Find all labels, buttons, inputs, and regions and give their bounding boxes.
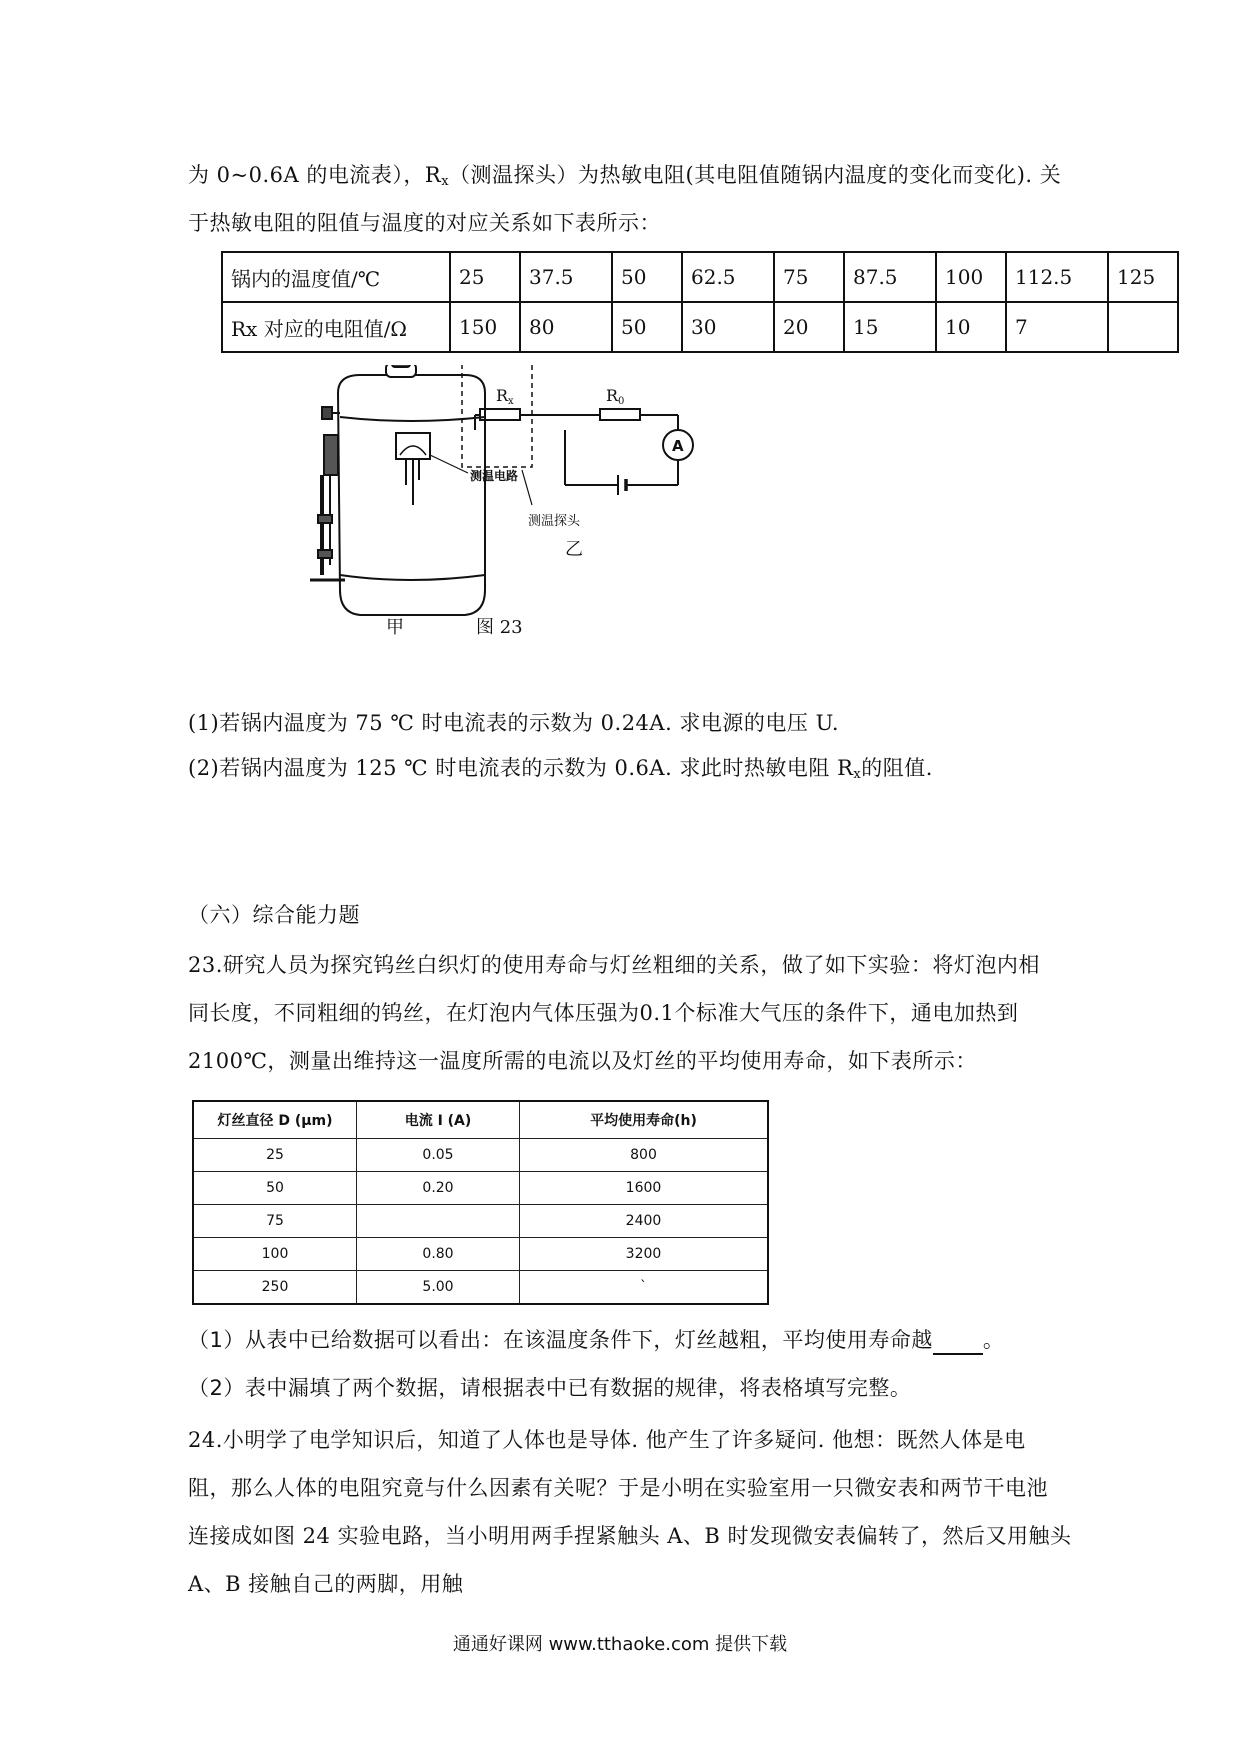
table-cell: 100 bbox=[193, 1238, 357, 1271]
table-cell: 0.80 bbox=[357, 1238, 520, 1271]
table-cell: 125 bbox=[1108, 252, 1178, 302]
table-cell: 75 bbox=[774, 252, 844, 302]
table-header-cell: 灯丝直径 D (μm) bbox=[193, 1101, 357, 1139]
table-header-row bbox=[193, 1101, 768, 1139]
filament-table bbox=[192, 1100, 769, 1305]
question-23-2: （2）表中漏填了两个数据，请根据表中已有数据的规律，将表格填写完整。 bbox=[188, 1376, 912, 1400]
intro-text-b: （测温探头）为热敏电阻(其电阻值随锅内温度的变化而变化). 关 bbox=[449, 163, 1062, 187]
label-jia: 甲 bbox=[386, 617, 404, 638]
label-probe: 测温探头 bbox=[528, 514, 581, 529]
table-cell bbox=[1108, 302, 1178, 352]
table-cell: 5.00 bbox=[357, 1271, 520, 1305]
q22-2-subscript: x bbox=[853, 767, 862, 782]
table-cell: 150 bbox=[450, 302, 520, 352]
label-measuring-circuit: 测温电路 bbox=[470, 469, 519, 483]
table-row bbox=[222, 302, 1178, 352]
table-cell: 37.5 bbox=[520, 252, 612, 302]
intro-subscript: x bbox=[441, 174, 450, 189]
question-23-1 bbox=[188, 1325, 1004, 1355]
question-23-line-1: 23.研究人员为探究钨丝白织灯的使用寿命与灯丝粗细的关系，做了如下实验：将灯泡内相 bbox=[188, 953, 1040, 977]
intro-line-2: 于热敏电阻的阻值与温度的对应关系如下表所示： bbox=[188, 211, 661, 235]
table-row bbox=[193, 1172, 768, 1205]
table-cell: 50 bbox=[612, 252, 682, 302]
table-cell: 25 bbox=[193, 1139, 357, 1172]
table-row bbox=[193, 1238, 768, 1271]
question-24-line-4: A、B 接触自己的两脚，用触 bbox=[188, 1572, 464, 1596]
label-yi: 乙 bbox=[565, 539, 583, 560]
table-cell bbox=[357, 1205, 520, 1238]
table-row bbox=[222, 252, 1178, 302]
table-cell: 3200 bbox=[520, 1238, 769, 1271]
table-cell: 800 bbox=[520, 1139, 769, 1172]
table-header-cell: 平均使用寿命(h) bbox=[520, 1101, 769, 1139]
table-cell: 62.5 bbox=[682, 252, 774, 302]
table-cell: 2400 bbox=[520, 1205, 769, 1238]
table-cell: 0.20 bbox=[357, 1172, 520, 1205]
table-header-cell: 电流 I (A) bbox=[357, 1101, 520, 1139]
question-22-1: (1)若锅内温度为 75 ℃ 时电流表的示数为 0.24A. 求电源的电压 U. bbox=[188, 711, 840, 735]
table-cell: 30 bbox=[682, 302, 774, 352]
page-footer: 通通好课网 www.tthaoke.com 提供下载 bbox=[452, 1634, 788, 1655]
table-cell: 87.5 bbox=[844, 252, 936, 302]
table-cell: 0.05 bbox=[357, 1139, 520, 1172]
label-r0: R0 bbox=[606, 386, 625, 407]
question-24-line-2: 阻，那么人体的电阻究竟与什么因素有关呢？于是小明在实验室用一只微安表和两节干电池 bbox=[188, 1476, 1048, 1500]
table-header-cell: Rx 对应的电阻值/Ω bbox=[222, 302, 450, 352]
answer-blank[interactable] bbox=[933, 1331, 983, 1355]
table-cell: 7 bbox=[1006, 302, 1108, 352]
question-22-2 bbox=[188, 753, 933, 790]
intro-line-1 bbox=[188, 160, 1061, 197]
table-cell: 1600 bbox=[520, 1172, 769, 1205]
table-cell: 250 bbox=[193, 1271, 357, 1305]
q23-1-text: （1）从表中已给数据可以看出：在该温度条件下，灯丝越粗，平均使用寿命越 bbox=[188, 1328, 933, 1352]
q22-2-text-a: (2)若锅内温度为 125 ℃ 时电流表的示数为 0.6A. 求此时热敏电阻 R bbox=[188, 756, 854, 780]
question-24-line-3: 连接成如图 24 实验电路，当小明用两手捏紧触头 A、B 时发现微安表偏转了，然后又用触头 bbox=[188, 1524, 1072, 1548]
figure-caption: 图 23 bbox=[476, 617, 523, 638]
table-cell: 25 bbox=[450, 252, 520, 302]
table-cell: 112.5 bbox=[1006, 252, 1108, 302]
pressure-cooker-drawing bbox=[310, 365, 485, 615]
table-row bbox=[193, 1139, 768, 1172]
table-cell: 75 bbox=[193, 1205, 357, 1238]
section-title: （六）综合能力题 bbox=[188, 903, 360, 927]
question-23-line-2: 同长度，不同粗细的钨丝，在灯泡内气体压强为0.1个标准大气压的条件下，通电加热到 bbox=[188, 1001, 1019, 1025]
figure-23 bbox=[300, 365, 860, 655]
table-cell: ` bbox=[520, 1271, 769, 1305]
label-rx: Rx bbox=[496, 386, 514, 407]
q23-1-end: 。 bbox=[982, 1328, 1005, 1352]
question-23-line-3: 2100℃，测量出维持这一温度所需的电流以及灯丝的平均使用寿命，如下表所示： bbox=[188, 1049, 977, 1073]
question-24-line-1: 24.小明学了电学知识后，知道了人体也是导体. 他产生了许多疑问. 他想：既然人体是电 bbox=[188, 1428, 1026, 1452]
table-cell: 15 bbox=[844, 302, 936, 352]
table-cell: 20 bbox=[774, 302, 844, 352]
intro-text-a: 为 0~0.6A 的电流表），R bbox=[188, 163, 442, 187]
table-row bbox=[193, 1205, 768, 1238]
table-cell: 50 bbox=[612, 302, 682, 352]
table-row bbox=[193, 1271, 768, 1305]
table-header-cell: 锅内的温度值/℃ bbox=[222, 252, 450, 302]
q22-2-text-b: 的阻值. bbox=[861, 756, 933, 780]
table-cell: 80 bbox=[520, 302, 612, 352]
table-cell: 10 bbox=[936, 302, 1006, 352]
temperature-resistance-table bbox=[221, 251, 1179, 353]
table-cell: 50 bbox=[193, 1172, 357, 1205]
ammeter-icon: A bbox=[672, 437, 684, 455]
table-cell: 100 bbox=[936, 252, 1006, 302]
